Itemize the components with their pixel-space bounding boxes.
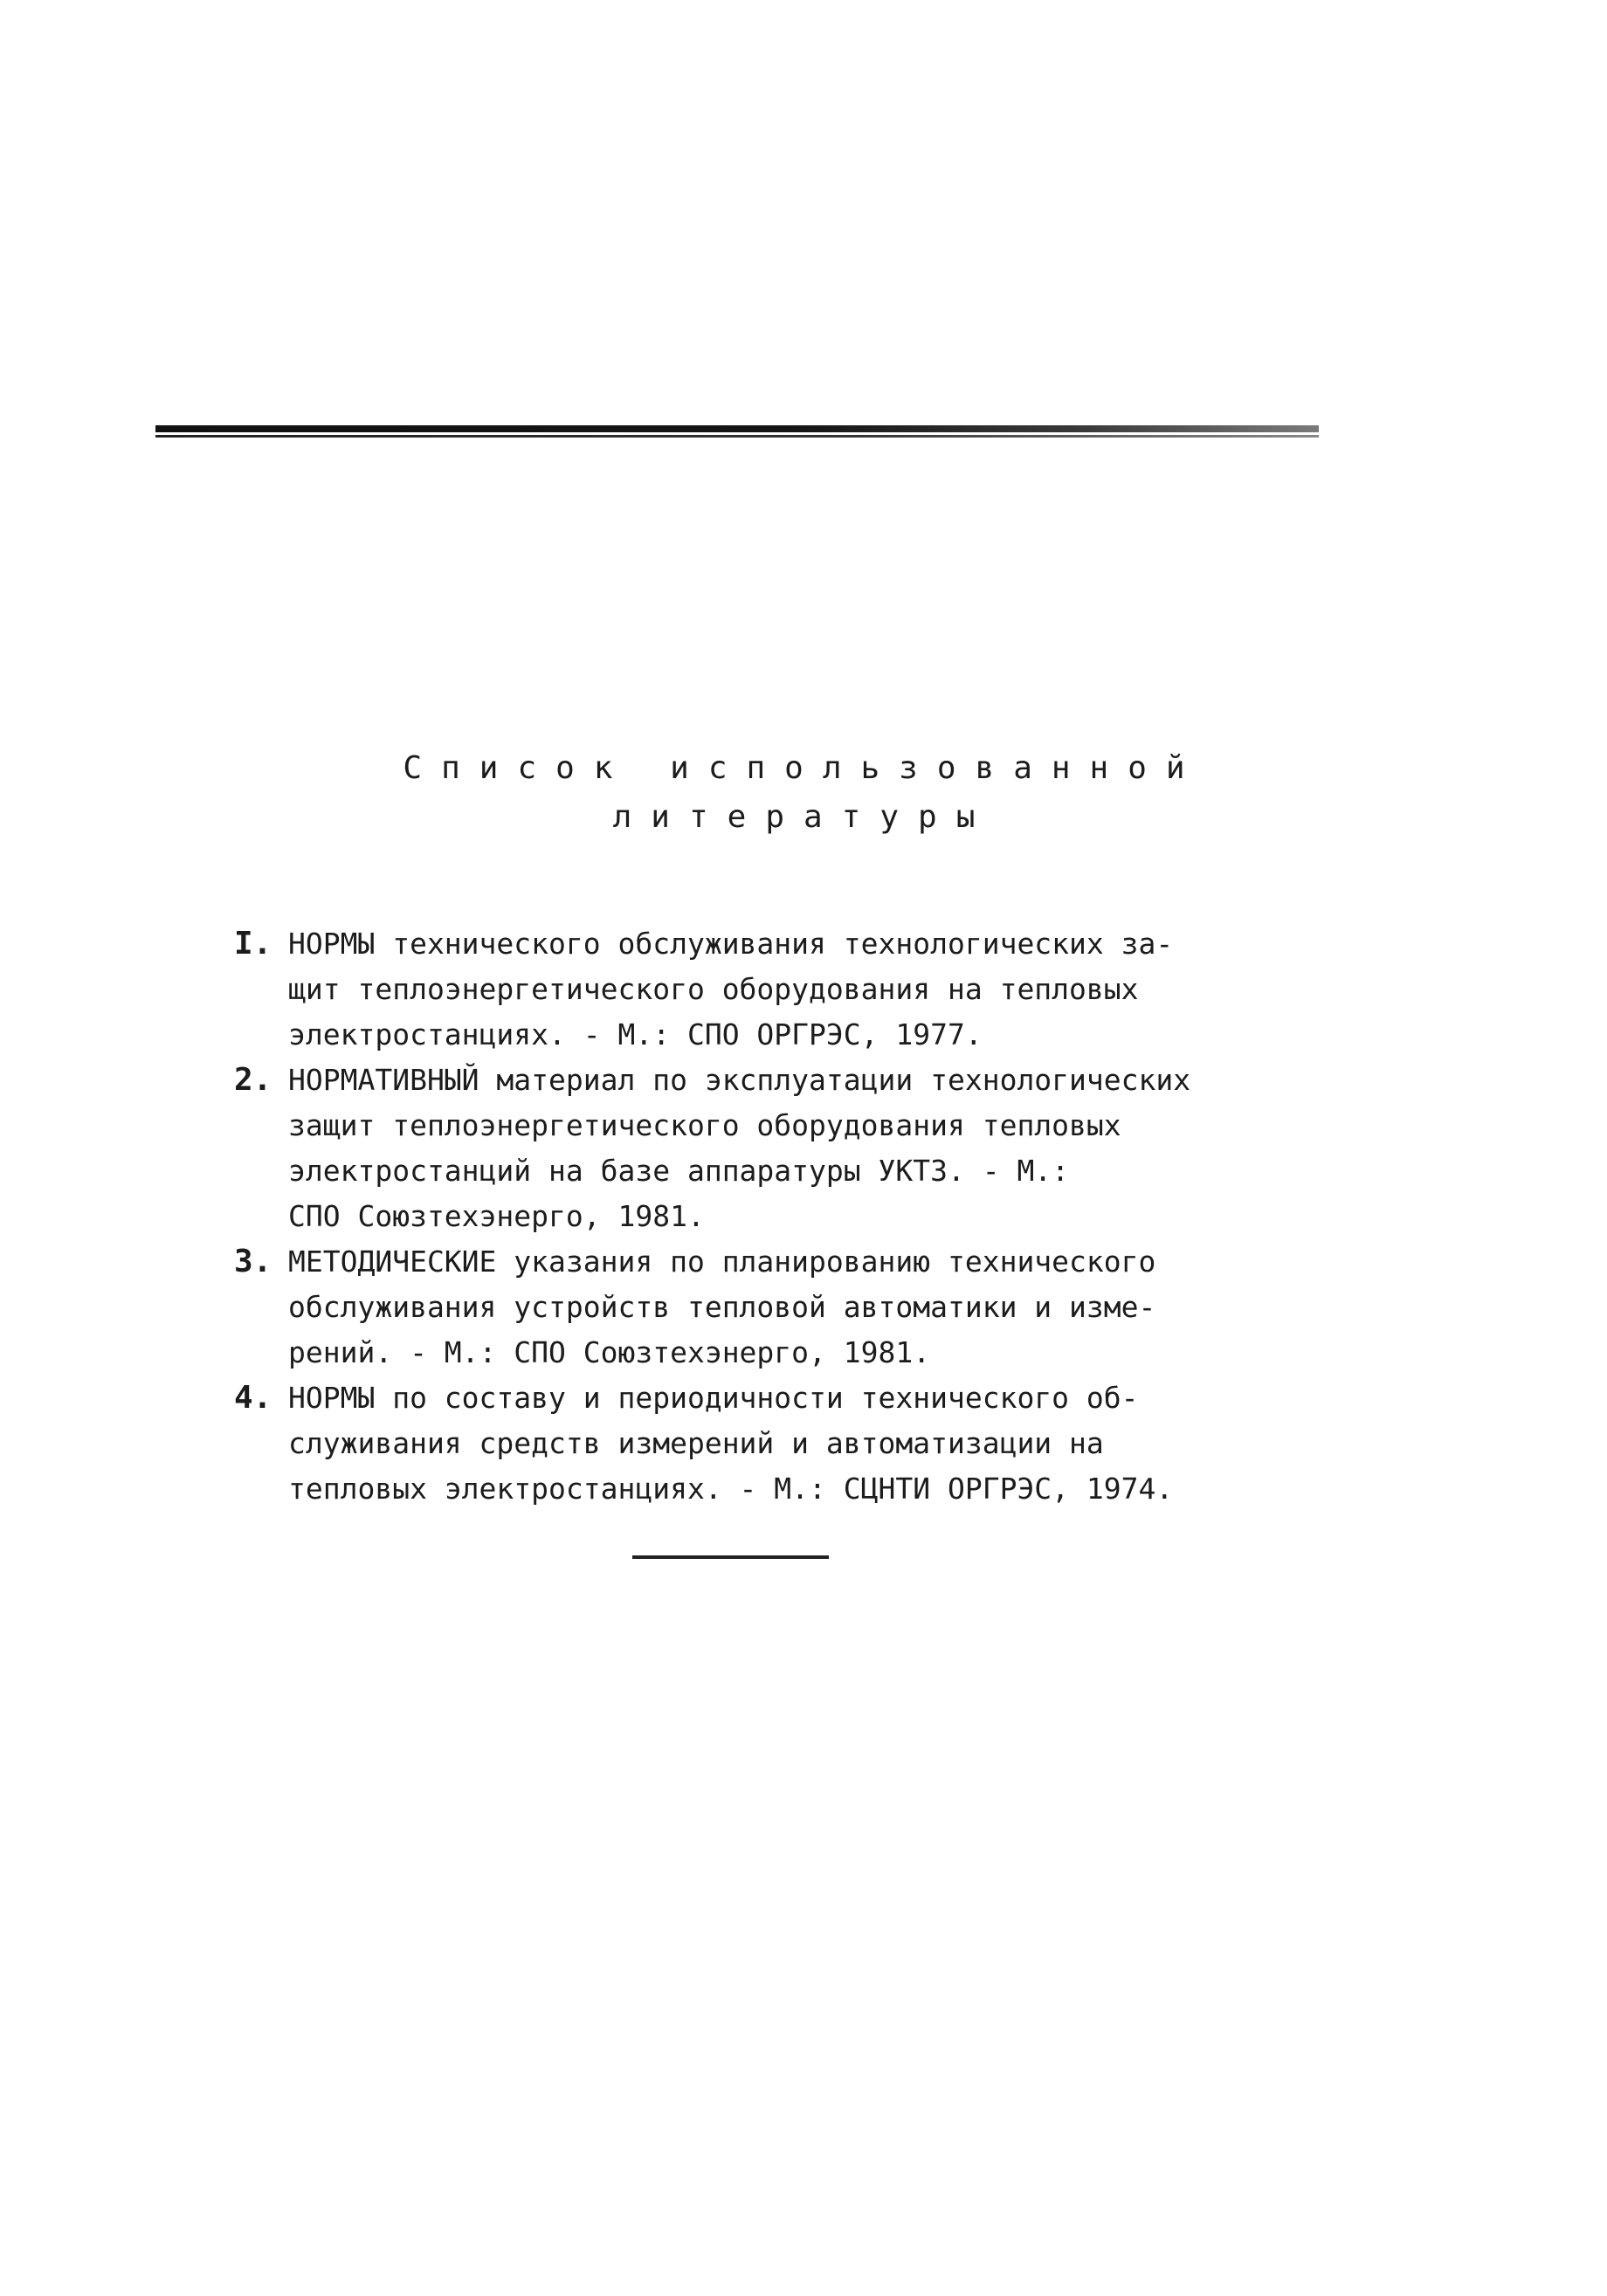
- reference-text-line: МЕТОДИЧЕСКИЕ указания по планированию технического: [288, 1245, 1156, 1279]
- reference-text-line: рений. - М.: СПО Союзтехэнерго, 1981.: [288, 1335, 931, 1369]
- top-rule-thick-line: [155, 425, 1319, 432]
- reference-text-line: НОРМЫ технического обслуживания технологических за-: [288, 927, 1174, 961]
- reference-text-line: электростанций на базе аппаратуры УКТЗ. - М.:: [288, 1154, 1070, 1188]
- reference-text-line: тепловых электростанциях. - М.: СЦНТИ ОРГРЭС, 1974.: [288, 1472, 1174, 1506]
- section-title-line2: литературы: [612, 799, 995, 835]
- reference-text-line: НОРМАТИВНЫЙ материал по эксплуатации технологических: [288, 1063, 1191, 1097]
- reference-item-1: [234, 921, 1282, 1058]
- reference-text-line: служивания средств измерений и автоматизации на: [288, 1426, 1104, 1460]
- reference-item-2: [234, 1058, 1282, 1239]
- reference-text-line: СПО Союзтехэнерго, 1981.: [288, 1199, 705, 1233]
- reference-item-3: [234, 1239, 1282, 1376]
- reference-text-line: щит теплоэнергетического оборудования на тепловых: [288, 972, 1139, 1006]
- reference-text-line: обслуживания устройств тепловой автоматики и изме-: [288, 1290, 1156, 1324]
- section-title-line1: Список использованной: [403, 750, 1204, 786]
- reference-text-line: НОРМЫ по составу и периодичности технического об-: [288, 1381, 1139, 1415]
- reference-number: 2.: [234, 1062, 272, 1098]
- reference-number: 4.: [234, 1380, 272, 1416]
- reference-number: 3.: [234, 1244, 272, 1279]
- top-rule-thin-line: [155, 435, 1319, 438]
- end-of-list-rule: [632, 1555, 829, 1559]
- reference-item-4: [234, 1376, 1282, 1512]
- reference-text-line: защит теплоэнергетического оборудования тепловых: [288, 1108, 1121, 1142]
- reference-number: I.: [234, 926, 272, 962]
- top-header-rule: [155, 425, 1319, 439]
- reference-text-line: электростанциях. - М.: СПО ОРГРЭС, 1977.: [288, 1017, 983, 1051]
- reference-list: [234, 921, 1282, 1512]
